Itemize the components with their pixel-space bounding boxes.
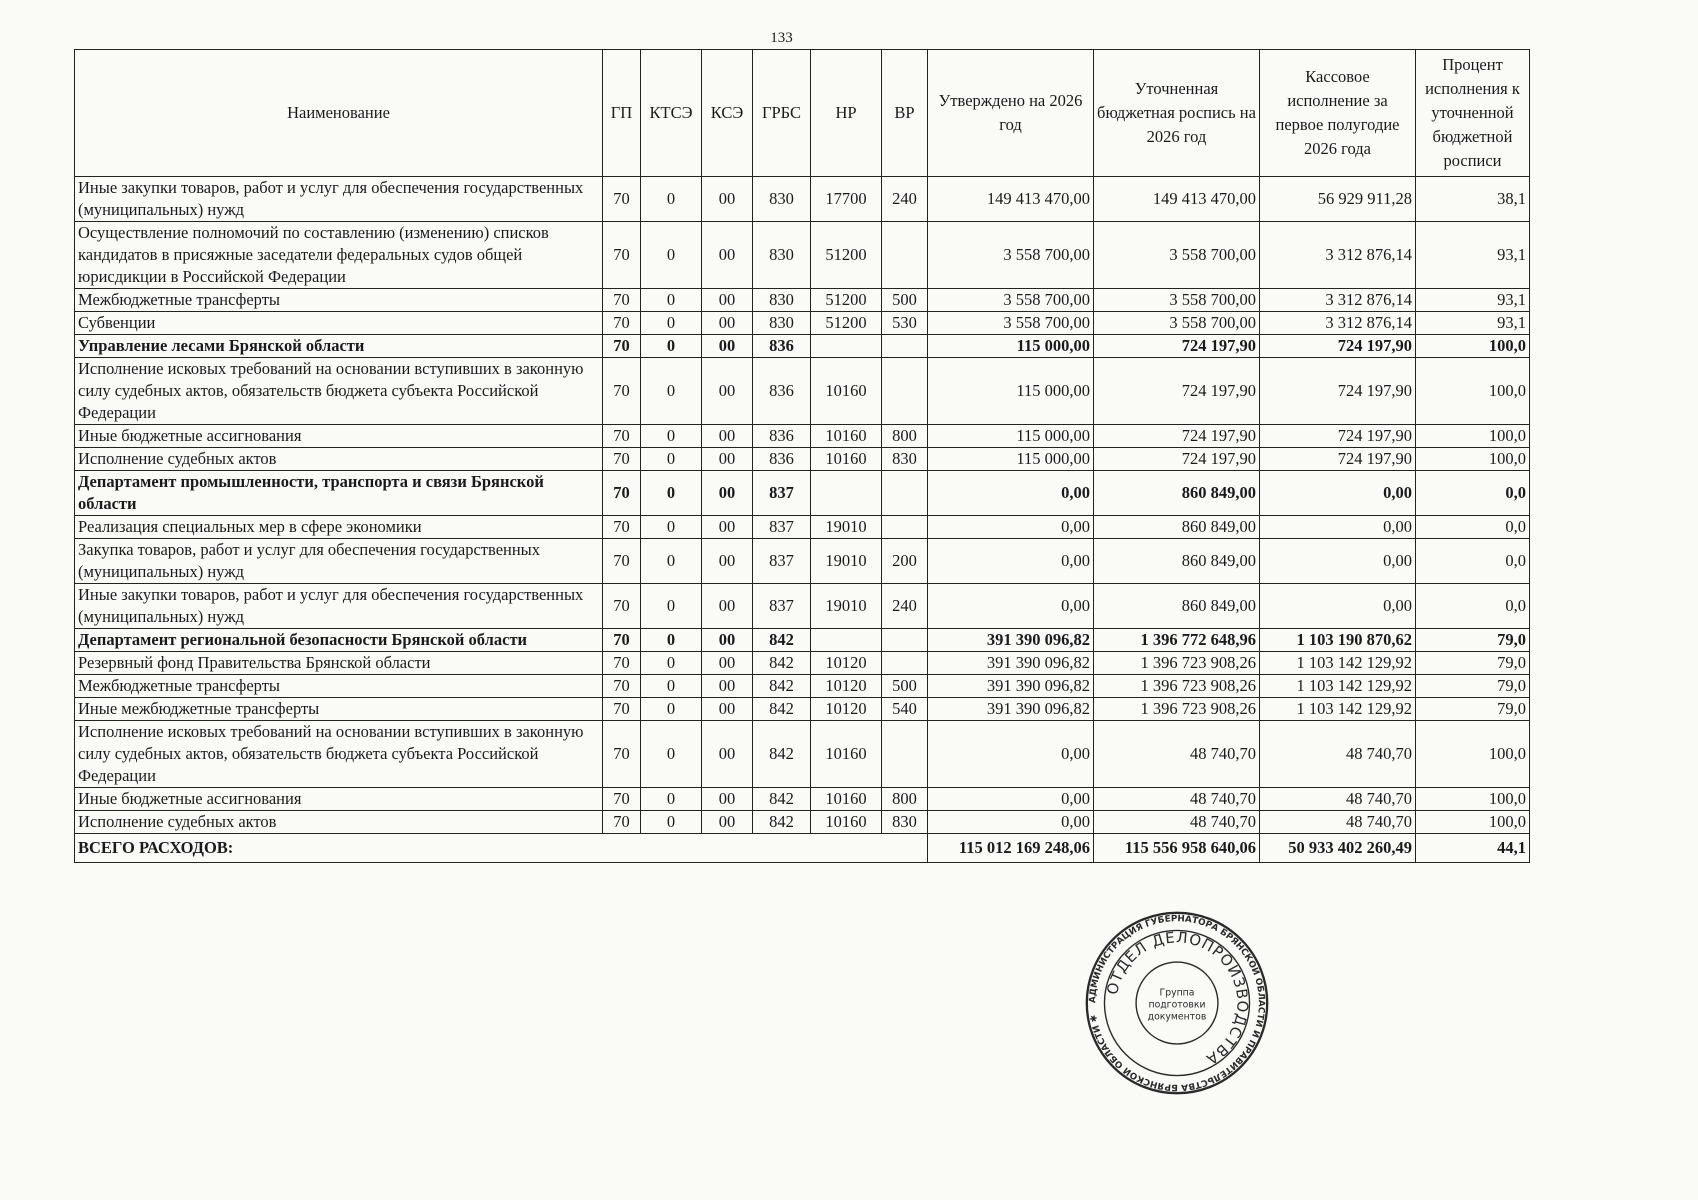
cell-ktse: 0 (641, 675, 702, 698)
cell-gp: 70 (603, 289, 641, 312)
cell-ktse: 0 (641, 312, 702, 335)
header-ktse: КТСЭ (641, 50, 702, 177)
cell-vr: 800 (882, 788, 928, 811)
cell-ktse: 0 (641, 516, 702, 539)
cell-vr: 200 (882, 539, 928, 584)
cell-grbs: 842 (753, 698, 811, 721)
table-row (75, 698, 1530, 721)
cell-refined: 149 413 470,00 (1094, 177, 1260, 222)
cell-vr: 800 (882, 425, 928, 448)
cell-ktse: 0 (641, 788, 702, 811)
cell-gp: 70 (603, 788, 641, 811)
header-approved: Утверждено на 2026 год (928, 50, 1094, 177)
cell-gp: 70 (603, 222, 641, 289)
seal-ring-text: ОТДЕЛ ДЕЛОПРОИЗВОДСТВА (1103, 928, 1252, 1069)
header-kse: КСЭ (702, 50, 753, 177)
cell-refined: 724 197,90 (1094, 335, 1260, 358)
cell-approved: 0,00 (928, 539, 1094, 584)
table-row (75, 675, 1530, 698)
table-row (75, 539, 1530, 584)
cell-gp: 70 (603, 177, 641, 222)
budget-table (74, 49, 1530, 863)
cell-kse: 00 (702, 652, 753, 675)
cell-vr: 830 (882, 811, 928, 834)
cell-refined: 3 558 700,00 (1094, 312, 1260, 335)
cell-approved: 149 413 470,00 (928, 177, 1094, 222)
cell-approved: 391 390 096,82 (928, 698, 1094, 721)
cell-kse: 00 (702, 358, 753, 425)
cell-nr: 51200 (811, 312, 882, 335)
total-percent: 44,1 (1416, 834, 1530, 863)
table-row (75, 312, 1530, 335)
cell-kse: 00 (702, 425, 753, 448)
cell-percent: 93,1 (1416, 289, 1530, 312)
cell-cash: 3 312 876,14 (1260, 222, 1416, 289)
cell-gp: 70 (603, 335, 641, 358)
cell-approved: 115 000,00 (928, 358, 1094, 425)
cell-grbs: 830 (753, 312, 811, 335)
cell-cash: 0,00 (1260, 516, 1416, 539)
cell-name: Осуществление полномочий по составлению (изменению) списков кандидатов в присяжные заседатели федеральных судов общей юрисдикции в Российской Федерации (75, 222, 603, 289)
cell-cash: 724 197,90 (1260, 448, 1416, 471)
cell-nr: 17700 (811, 177, 882, 222)
cell-refined: 724 197,90 (1094, 425, 1260, 448)
cell-refined: 860 849,00 (1094, 516, 1260, 539)
table-row (75, 584, 1530, 629)
cell-nr: 10160 (811, 811, 882, 834)
cell-kse: 00 (702, 448, 753, 471)
cell-grbs: 842 (753, 629, 811, 652)
cell-refined: 3 558 700,00 (1094, 222, 1260, 289)
cell-cash: 3 312 876,14 (1260, 289, 1416, 312)
table-row (75, 177, 1530, 222)
cell-approved: 0,00 (928, 811, 1094, 834)
cell-percent: 100,0 (1416, 788, 1530, 811)
cell-grbs: 830 (753, 222, 811, 289)
header-refined: Уточненная бюджетная роспись на 2026 год (1094, 50, 1260, 177)
cell-nr: 10120 (811, 698, 882, 721)
cell-grbs: 842 (753, 721, 811, 788)
cell-nr: 51200 (811, 289, 882, 312)
cell-kse: 00 (702, 289, 753, 312)
total-approved: 115 012 169 248,06 (928, 834, 1094, 863)
cell-approved: 115 000,00 (928, 448, 1094, 471)
header-name: Наименование (75, 50, 603, 177)
cell-approved: 391 390 096,82 (928, 629, 1094, 652)
cell-nr (811, 335, 882, 358)
cell-cash: 724 197,90 (1260, 335, 1416, 358)
cell-nr (811, 471, 882, 516)
header-nr: НР (811, 50, 882, 177)
cell-approved: 0,00 (928, 721, 1094, 788)
cell-cash: 1 103 190 870,62 (1260, 629, 1416, 652)
cell-approved: 391 390 096,82 (928, 675, 1094, 698)
table-row (75, 335, 1530, 358)
cell-gp: 70 (603, 358, 641, 425)
cell-kse: 00 (702, 721, 753, 788)
table-row (75, 629, 1530, 652)
cell-percent: 100,0 (1416, 721, 1530, 788)
cell-approved: 115 000,00 (928, 425, 1094, 448)
cell-ktse: 0 (641, 335, 702, 358)
header-grbs: ГРБС (753, 50, 811, 177)
header-row (75, 50, 1530, 177)
cell-cash: 1 103 142 129,92 (1260, 652, 1416, 675)
cell-ktse: 0 (641, 652, 702, 675)
seal-center-line1: Группа (1159, 987, 1195, 999)
cell-grbs: 837 (753, 516, 811, 539)
cell-ktse: 0 (641, 584, 702, 629)
cell-name: Межбюджетные трансферты (75, 675, 603, 698)
cell-name: Управление лесами Брянской области (75, 335, 603, 358)
seal-outer-text: АДМИНИСТРАЦИЯ ГУБЕРНАТОРА БРЯНСКОЙ ОБЛАСТИ И ПРАВИТЕЛЬСТВА БРЯНСКОЙ ОБЛАСТИ ✱ (1088, 914, 1266, 1092)
cell-percent: 79,0 (1416, 652, 1530, 675)
header-cash: Кассовое исполнение за первое полугодие 2026 года (1260, 50, 1416, 177)
cell-approved: 0,00 (928, 788, 1094, 811)
cell-percent: 79,0 (1416, 698, 1530, 721)
cell-name: Исполнение исковых требований на основании вступивших в законную силу судебных актов, обязательств бюджета субъекта Российской Федерации (75, 358, 603, 425)
cell-refined: 724 197,90 (1094, 448, 1260, 471)
cell-percent: 0,0 (1416, 584, 1530, 629)
seal-center-line3: документов (1147, 1011, 1207, 1023)
cell-gp: 70 (603, 698, 641, 721)
cell-approved: 115 000,00 (928, 335, 1094, 358)
cell-name: Иные закупки товаров, работ и услуг для обеспечения государственных (муниципальных) нужд (75, 177, 603, 222)
cell-name: Департамент региональной безопасности Брянской области (75, 629, 603, 652)
cell-ktse: 0 (641, 698, 702, 721)
cell-kse: 00 (702, 698, 753, 721)
cell-cash: 48 740,70 (1260, 788, 1416, 811)
table-row (75, 471, 1530, 516)
cell-percent: 100,0 (1416, 358, 1530, 425)
cell-cash: 1 103 142 129,92 (1260, 698, 1416, 721)
cell-vr (882, 222, 928, 289)
cell-approved: 3 558 700,00 (928, 222, 1094, 289)
cell-ktse: 0 (641, 811, 702, 834)
total-cash: 50 933 402 260,49 (1260, 834, 1416, 863)
cell-cash: 1 103 142 129,92 (1260, 675, 1416, 698)
cell-kse: 00 (702, 177, 753, 222)
cell-grbs: 842 (753, 675, 811, 698)
cell-vr: 530 (882, 312, 928, 335)
cell-vr: 240 (882, 177, 928, 222)
cell-ktse: 0 (641, 539, 702, 584)
cell-nr: 19010 (811, 584, 882, 629)
cell-refined: 1 396 723 908,26 (1094, 675, 1260, 698)
total-refined: 115 556 958 640,06 (1094, 834, 1260, 863)
cell-name: Исполнение судебных актов (75, 811, 603, 834)
cell-ktse: 0 (641, 177, 702, 222)
cell-ktse: 0 (641, 471, 702, 516)
cell-kse: 00 (702, 811, 753, 834)
cell-name: Иные межбюджетные трансферты (75, 698, 603, 721)
cell-grbs: 837 (753, 539, 811, 584)
cell-gp: 70 (603, 539, 641, 584)
cell-vr (882, 652, 928, 675)
cell-refined: 724 197,90 (1094, 358, 1260, 425)
cell-gp: 70 (603, 471, 641, 516)
cell-cash: 0,00 (1260, 539, 1416, 584)
table-row (75, 811, 1530, 834)
cell-percent: 100,0 (1416, 335, 1530, 358)
cell-percent: 93,1 (1416, 312, 1530, 335)
cell-grbs: 837 (753, 471, 811, 516)
cell-refined: 48 740,70 (1094, 811, 1260, 834)
cell-grbs: 830 (753, 177, 811, 222)
cell-kse: 00 (702, 539, 753, 584)
cell-nr: 10160 (811, 788, 882, 811)
cell-grbs: 836 (753, 335, 811, 358)
cell-name: Исполнение исковых требований на основании вступивших в законную силу судебных актов, обязательств бюджета субъекта Российской Федерации (75, 721, 603, 788)
cell-name: Резервный фонд Правительства Брянской области (75, 652, 603, 675)
cell-nr: 51200 (811, 222, 882, 289)
cell-vr (882, 629, 928, 652)
cell-percent: 79,0 (1416, 675, 1530, 698)
cell-name: Реализация специальных мер в сфере экономики (75, 516, 603, 539)
cell-gp: 70 (603, 425, 641, 448)
cell-refined: 1 396 723 908,26 (1094, 652, 1260, 675)
table-row (75, 222, 1530, 289)
cell-gp: 70 (603, 448, 641, 471)
table-row (75, 448, 1530, 471)
total-row (75, 834, 1530, 863)
cell-kse: 00 (702, 629, 753, 652)
cell-approved: 0,00 (928, 471, 1094, 516)
cell-vr: 500 (882, 289, 928, 312)
cell-percent: 79,0 (1416, 629, 1530, 652)
cell-vr: 500 (882, 675, 928, 698)
cell-ktse: 0 (641, 358, 702, 425)
table-row (75, 652, 1530, 675)
cell-kse: 00 (702, 471, 753, 516)
cell-ktse: 0 (641, 721, 702, 788)
cell-grbs: 842 (753, 652, 811, 675)
cell-vr (882, 358, 928, 425)
cell-kse: 00 (702, 312, 753, 335)
cell-refined: 860 849,00 (1094, 471, 1260, 516)
cell-cash: 48 740,70 (1260, 811, 1416, 834)
cell-name: Департамент промышленности, транспорта и связи Брянской области (75, 471, 603, 516)
cell-ktse: 0 (641, 289, 702, 312)
cell-ktse: 0 (641, 425, 702, 448)
cell-grbs: 837 (753, 584, 811, 629)
cell-ktse: 0 (641, 222, 702, 289)
cell-refined: 860 849,00 (1094, 584, 1260, 629)
cell-cash: 724 197,90 (1260, 358, 1416, 425)
cell-name: Субвенции (75, 312, 603, 335)
cell-ktse: 0 (641, 448, 702, 471)
cell-vr: 240 (882, 584, 928, 629)
cell-name: Исполнение судебных актов (75, 448, 603, 471)
table-row (75, 516, 1530, 539)
cell-vr (882, 471, 928, 516)
cell-gp: 70 (603, 675, 641, 698)
cell-kse: 00 (702, 222, 753, 289)
cell-grbs: 842 (753, 811, 811, 834)
cell-nr: 19010 (811, 539, 882, 584)
cell-gp: 70 (603, 629, 641, 652)
cell-grbs: 836 (753, 358, 811, 425)
table-row (75, 721, 1530, 788)
cell-cash: 3 312 876,14 (1260, 312, 1416, 335)
cell-kse: 00 (702, 788, 753, 811)
seal-center-line2: подготовки (1148, 999, 1206, 1011)
cell-grbs: 836 (753, 425, 811, 448)
cell-percent: 100,0 (1416, 448, 1530, 471)
cell-cash: 56 929 911,28 (1260, 177, 1416, 222)
header-vr: ВР (882, 50, 928, 177)
cell-gp: 70 (603, 312, 641, 335)
cell-name: Иные бюджетные ассигнования (75, 425, 603, 448)
cell-gp: 70 (603, 652, 641, 675)
cell-gp: 70 (603, 516, 641, 539)
cell-gp: 70 (603, 584, 641, 629)
cell-percent: 0,0 (1416, 471, 1530, 516)
cell-approved: 391 390 096,82 (928, 652, 1094, 675)
cell-gp: 70 (603, 721, 641, 788)
cell-percent: 38,1 (1416, 177, 1530, 222)
cell-approved: 0,00 (928, 516, 1094, 539)
cell-kse: 00 (702, 516, 753, 539)
cell-percent: 100,0 (1416, 811, 1530, 834)
table-row (75, 425, 1530, 448)
cell-refined: 48 740,70 (1094, 721, 1260, 788)
cell-name: Иные закупки товаров, работ и услуг для обеспечения государственных (муниципальных) нужд (75, 584, 603, 629)
cell-nr: 10120 (811, 652, 882, 675)
cell-name: Межбюджетные трансферты (75, 289, 603, 312)
cell-vr (882, 721, 928, 788)
cell-nr: 19010 (811, 516, 882, 539)
cell-cash: 724 197,90 (1260, 425, 1416, 448)
header-gp: ГП (603, 50, 641, 177)
cell-name: Закупка товаров, работ и услуг для обеспечения государственных (муниципальных) нужд (75, 539, 603, 584)
header-percent: Процент исполнения к уточненной бюджетной росписи (1416, 50, 1530, 177)
cell-kse: 00 (702, 584, 753, 629)
cell-percent: 0,0 (1416, 516, 1530, 539)
cell-cash: 48 740,70 (1260, 721, 1416, 788)
cell-kse: 00 (702, 675, 753, 698)
cell-refined: 1 396 723 908,26 (1094, 698, 1260, 721)
cell-gp: 70 (603, 811, 641, 834)
cell-vr: 540 (882, 698, 928, 721)
table-body (75, 177, 1530, 834)
cell-approved: 0,00 (928, 584, 1094, 629)
cell-percent: 100,0 (1416, 425, 1530, 448)
cell-cash: 0,00 (1260, 584, 1416, 629)
cell-approved: 3 558 700,00 (928, 312, 1094, 335)
cell-approved: 3 558 700,00 (928, 289, 1094, 312)
table-row (75, 788, 1530, 811)
cell-percent: 0,0 (1416, 539, 1530, 584)
cell-vr (882, 516, 928, 539)
department-seal (1084, 910, 1270, 1096)
cell-nr (811, 629, 882, 652)
cell-nr: 10120 (811, 675, 882, 698)
cell-refined: 860 849,00 (1094, 539, 1260, 584)
cell-vr: 830 (882, 448, 928, 471)
cell-ktse: 0 (641, 629, 702, 652)
page-number: 133 (770, 30, 793, 46)
cell-vr (882, 335, 928, 358)
table-row (75, 358, 1530, 425)
table-row (75, 289, 1530, 312)
cell-cash: 0,00 (1260, 471, 1416, 516)
cell-refined: 3 558 700,00 (1094, 289, 1260, 312)
cell-name: Иные бюджетные ассигнования (75, 788, 603, 811)
cell-grbs: 842 (753, 788, 811, 811)
cell-kse: 00 (702, 335, 753, 358)
cell-nr: 10160 (811, 358, 882, 425)
cell-refined: 1 396 772 648,96 (1094, 629, 1260, 652)
cell-nr: 10160 (811, 448, 882, 471)
total-label: ВСЕГО РАСХОДОВ: (75, 834, 928, 863)
cell-refined: 48 740,70 (1094, 788, 1260, 811)
cell-nr: 10160 (811, 425, 882, 448)
cell-percent: 93,1 (1416, 222, 1530, 289)
cell-grbs: 836 (753, 448, 811, 471)
cell-grbs: 830 (753, 289, 811, 312)
cell-nr: 10160 (811, 721, 882, 788)
